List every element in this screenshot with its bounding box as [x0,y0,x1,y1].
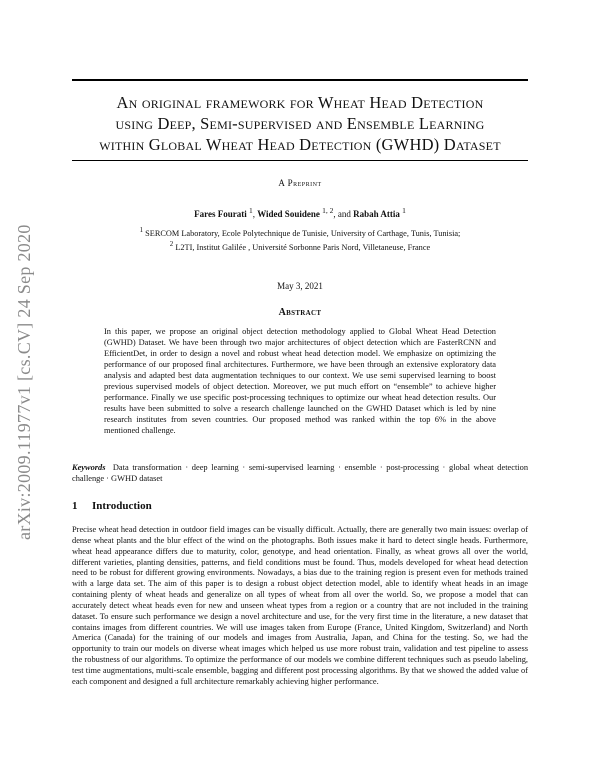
affiliation-1-sup: 1 [139,227,144,234]
affiliation-1-text: SERCOM Laboratory, Ecole Polytechnique de Tunisie, University of Carthage, Tunis, Tunisia; [145,228,461,238]
publication-date: May 3, 2021 [277,281,323,291]
affiliations [0,225,600,253]
author-2-affil: 1, 2 [322,206,334,215]
affiliation-2-text: L2TI, Institut Galilée , Université Sorbonne Paris Nord, Villetaneuse, France [175,242,431,252]
author-sep-2: , and [333,209,354,219]
author-3-name: Rabah Attia [353,209,400,219]
affiliation-2-sup: 2 [169,240,174,248]
arxiv-stamp: arXiv:2009.11977v1 [cs.CV] 24 Sep 2020 [14,224,34,540]
paper-title [72,92,528,155]
section-title: Introduction [92,500,152,512]
section-heading [72,500,152,512]
introduction-text: Precise wheat head detection in outdoor field images can be visually difficult. Actually, there are generally two main issues: overlap of dense wheat plants and the blur effect of the wind on the photographs. Both issues make it hard to detect single heads. Furthermore, wheat head appearance differs due to maturity, color, genotype, and head orientation. Finally, as wheat grows all over the world, different varieties, planting densities, patterns, and field conditions must be found. Thus, models developed for wheat head detection need to be robust for different growing environments. Nowadays, a bias due to the training region is present even for methods trained with a large data set. The aim of this paper is to design a robust object detection model, able to identify wheat heads in an image containing plenty of wheat heads and generalize on all types of wheat from all over the world. So, we propose a model that can accurately detect wheat heads even for new and unseen wheat types from a region or a country that are not included in the training dataset. To ensure such performance we design a novel architecture and use, for the very first time in the literature, a new dataset that contains images from different countries. We will use images taken from Europe (France, United Kingdom, Switzerland) and North America (Canada) for the training of our models and images from Australia, Japan, and China for the testing. So, we had the opportunity to train our models on diverse wheat images which helped us use more robust train, validation and test pipeline to assess the robustness of our algorithms. To optimize the performance of our models we combine different techniques such as pseudo labeling, test time augmentations, multi-scale ensemble, bagging and different post processing algorithms. By that we showed the added value of each component and designed a full architecture remarkably achieving higher performance. [72,525,528,686]
affiliation-2 [0,239,600,253]
keywords-text: Data transformation · deep learning · semi-supervised learning · ensemble · post-processing · global wheat detection challenge · GWHD dataset [72,463,529,483]
title-rule-bottom [72,160,528,161]
abstract-text: In this paper, we propose an original object detection methodology applied to Global Wheat Head Detection (GWHD) Dataset. We have been through two major architectures of object detection which are FasterRCNN and EfficientDet, in order to design a novel and robust wheat head detection model. We emphasize on optimizing the performance of our proposed final architectures. Furthermore, we have been through an extensive exploratory data analysis and adapted best data augmentation techniques to our context. We use semi supervised learning to boost previous supervised models of object detection. Moreover, we put much effort on “ensemble” to achieve higher performance. Finally we use specific post-processing techniques to optimize our wheat head detection results. Our results have been submitted to solve a research challenge launched on the GWHD Dataset which is led by nine research institutes from seven countries. Our proposed method was ranked within the top 6% in the above mentioned challenge. [104,327,496,436]
author-1-affil: 1 [248,206,253,215]
affiliation-1 [0,225,600,239]
section-number: 1 [72,500,78,512]
author-list [0,206,600,219]
author-sep-1: , [252,209,258,219]
keywords [72,462,528,484]
title-rule-top [72,79,528,81]
abstract-heading: Abstract [278,307,322,318]
preprint-label: A Preprint [278,178,322,188]
author-3-affil: 1 [402,206,406,215]
author-2-name: Wided Souidene [257,209,320,219]
title-line-3: within Global Wheat Head Detection (GWHD) Dataset [99,135,501,154]
title-line-1: An original framework for Wheat Head Detection [116,93,484,112]
author-1-name: Fares Fourati [194,209,247,219]
keywords-label: Keywords [72,463,106,472]
title-line-2: using Deep, Semi-supervised and Ensemble Learning [115,114,485,133]
